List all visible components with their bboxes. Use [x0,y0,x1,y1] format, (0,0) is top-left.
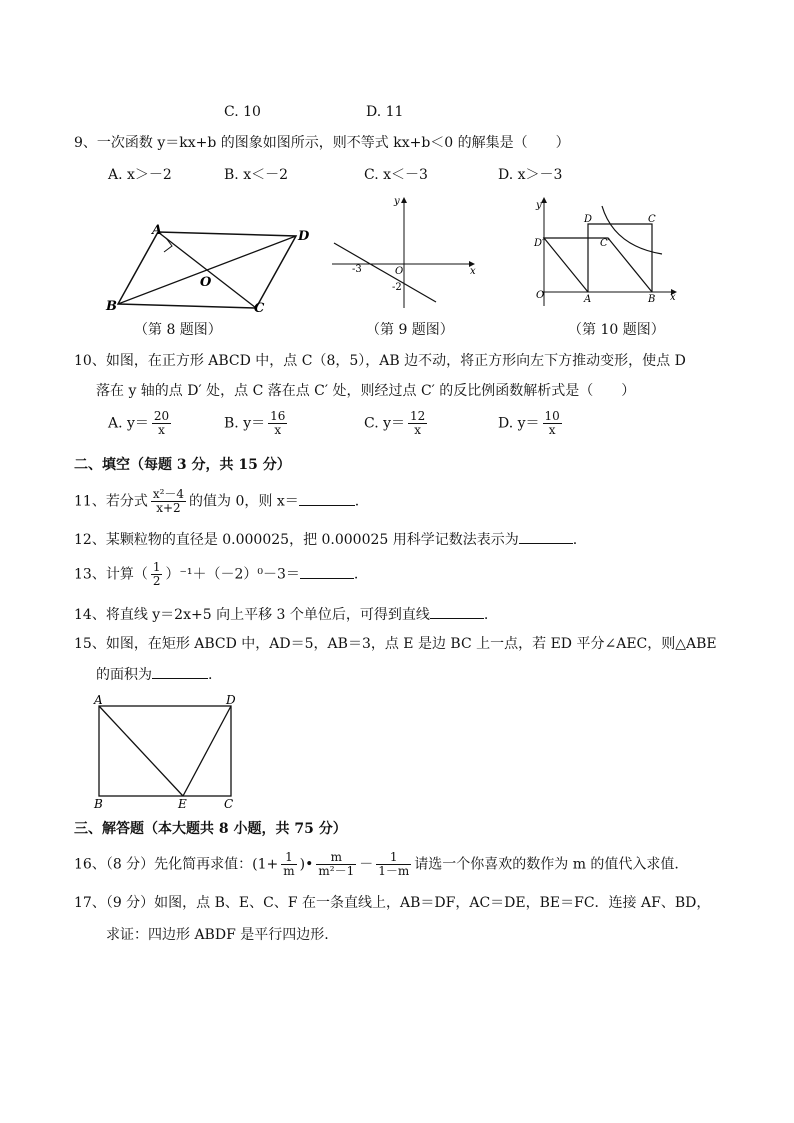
q8-option-d: D. 11 [366,104,404,120]
q9-option-c: C. x＜－3 [364,167,428,183]
label-c: C [254,301,265,316]
section-3-title: 三、解答题（本大题共 8 小题，共 75 分） [74,821,347,837]
q12-answer-blank [519,529,573,544]
y-axis-label: y [536,200,542,211]
label-d: D [298,229,310,244]
q10-line2: 落在 y 轴的点 D′ 处，点 C 落在点 C′ 处，则经过点 C′ 的反比例函数解析式是（ ） [96,383,636,399]
label-d-prime: D′ [534,238,545,249]
label-o: O [200,275,212,290]
q15-line2: 的面积为 . [96,664,212,684]
q11-answer-blank [299,491,355,506]
q8-option-c: C. 10 [224,104,261,120]
segment-de [183,706,231,796]
rectangle-abcd [99,706,231,796]
label-d: D [226,693,236,707]
diagonal-ac [158,232,256,308]
x-axis-label: x [670,292,676,303]
q14: 14、将直线 y＝2x+5 向上平移 3 个单位后，可得到直线 . [74,604,488,624]
label-a: A [94,693,103,707]
function-line [334,243,436,302]
label-a: A [152,223,163,238]
figure-8-parallelogram [100,218,320,318]
q12: 12、某颗粒物的直径是 0.000025，把 0.000025 用科学记数法表示为 . [74,529,577,549]
figure-8-caption: （第 8 题图） [134,322,222,338]
label-d: D [584,214,593,225]
figure-9-linear-graph [328,192,480,312]
label-c: C [648,214,656,225]
q9-option-b: B. x＜－2 [224,167,288,183]
q10-option-d: D. y＝ $\frac{10}{x}$ [498,409,560,437]
square-abcd [588,224,652,292]
y-axis-label: y [394,196,400,207]
label-c-prime: C′ [600,238,610,249]
y-intercept-label: -2 [392,282,402,293]
q17-line1: 17、（9 分）如图，点 B、E、C、F 在一条直线上，AB＝DF，AC＝DE，BE＝FC．连接 AF、BD， [74,895,711,911]
figure-10-caption: （第 10 题图） [568,322,665,338]
x-axis-label: x [470,266,476,277]
label-e: E [178,797,187,811]
q9-option-d: D. x＞－3 [498,167,563,183]
q15-line1: 15、如图，在矩形 ABCD 中，AD＝5，AB＝3，点 E 是边 BC 上一点，若 ED 平分∠AEC，则△ABE [74,636,717,652]
q17-line2: 求证：四边形 ABDF 是平行四边形. [106,927,329,943]
origin-label: O [395,266,404,277]
label-b: B [106,299,117,314]
q10-option-a: A. y＝ $\frac{20}{x}$ [108,409,170,437]
label-a: A [584,294,592,305]
figure-9-caption: （第 9 题图） [366,322,454,338]
q11: 11、若分式 $\frac{\text{x²－4}}{x+2}$ 的值为 0，则 x＝ . [74,487,360,515]
q9-stem: 9、一次函数 y＝kx+b 的图象如图所示，则不等式 kx+b＜0 的解集是（ ） [74,135,570,151]
q10-option-b: B. y＝ $\frac{16}{x}$ [224,409,286,437]
section-2-title: 二、填空（每题 3 分，共 15 分） [74,457,291,473]
label-c: C [224,797,234,811]
segment-ae [99,706,183,796]
q13-answer-blank [300,564,354,579]
q16: 16、（8 分）先化简再求值：(1+ $\frac{1}{m}$ )• $\frac{m}{\text{m²－1}}$ － $\frac{1}{1-m}$ 请选一个你喜欢的数作为 m 的值代入求值. [74,850,679,878]
label-b: B [94,797,103,811]
q13: 13、计算（ $\frac{1}{2}$ ）⁻¹＋（－2）⁰－3＝ . [74,560,359,588]
q14-answer-blank [430,604,484,619]
q15-rectangle-figure [90,692,240,812]
origin-label: O [536,290,545,301]
figure-10-square-graph [530,192,682,310]
q9-option-a: A. x＞－2 [108,167,172,183]
x-intercept-label: -3 [352,264,362,275]
q10-line1: 10、如图，在正方形 ABCD 中，点 C（8，5），AB 边不动，将正方形向左下方推动变形，使点 D [74,353,686,369]
q10-option-c: C. y＝ $\frac{12}{x}$ [364,409,426,437]
label-b: B [648,294,656,305]
q15-answer-blank [152,664,208,679]
right-angle-mark [164,238,172,252]
